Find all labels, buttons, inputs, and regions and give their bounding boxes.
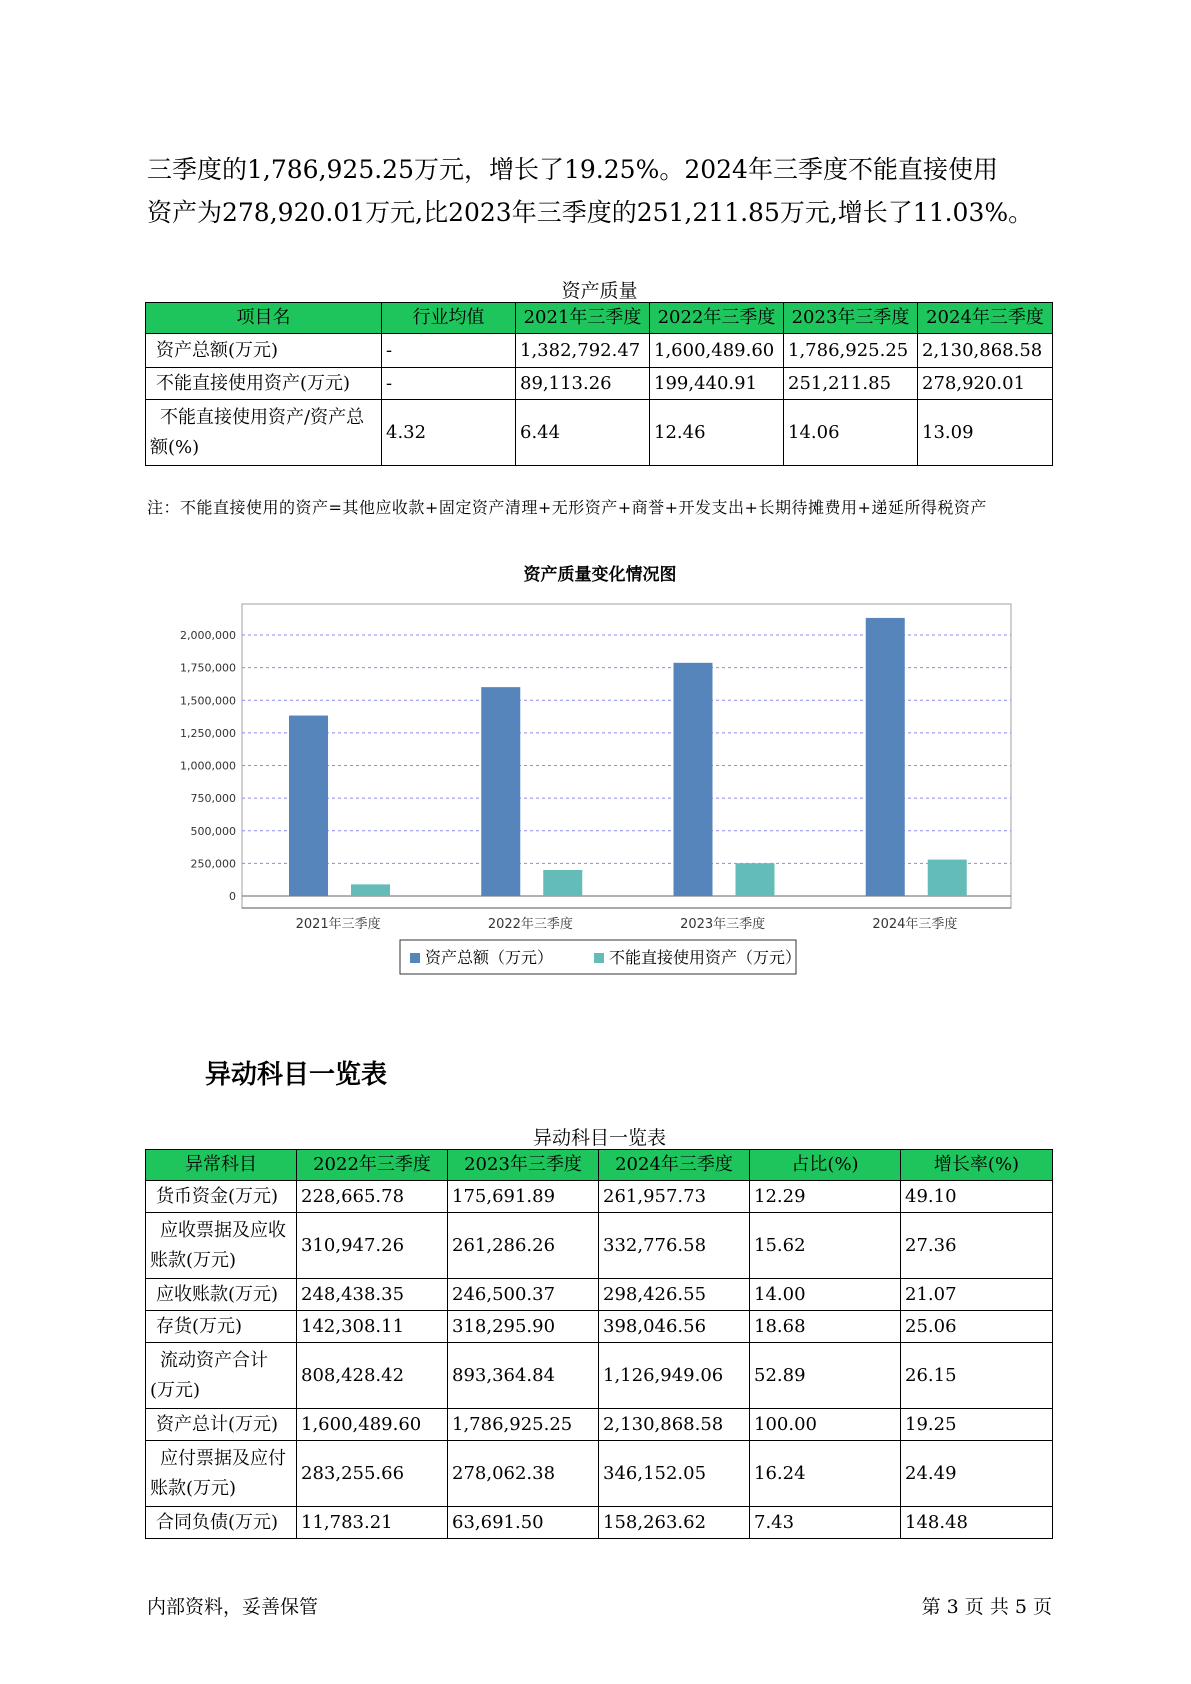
table-row [146,1311,1053,1343]
table-cell: 14.06 [784,400,918,466]
x-tick-label: 2023年三季度 [680,917,766,932]
table-cell: 246,500.37 [448,1279,599,1311]
table-cell: 1,382,792.47 [516,334,650,368]
asset-quality-chart [150,565,1030,1060]
table-cell: 12.46 [650,400,784,466]
table-cell: 199,440.91 [650,368,784,400]
table-cell: 228,665.78 [297,1181,448,1213]
table-cell: 27.36 [901,1213,1053,1279]
header-cell: 项目名 [146,303,382,334]
row-label: 货币资金(万元) [146,1181,297,1213]
table-cell: 25.06 [901,1311,1053,1343]
bar-unusable-assets [736,863,775,896]
y-axis-ticks [180,629,236,903]
header-cell: 2022年三季度 [297,1150,448,1181]
table-cell: 2,130,868.58 [918,334,1053,368]
table-cell: 18.68 [750,1311,901,1343]
y-tick-label: 750,000 [190,792,236,806]
legend-label-unusable: 不能直接使用资产（万元） [609,948,802,967]
table-cell: 346,152.05 [599,1441,750,1507]
table-cell: 11,783.21 [297,1507,448,1539]
y-tick-label: 250,000 [190,857,236,871]
table-cell: 1,600,489.60 [297,1409,448,1441]
asset-quality-table [145,302,1053,466]
header-cell: 2024年三季度 [599,1150,750,1181]
header-cell: 2023年三季度 [784,303,918,334]
footnote: 注：不能直接使用的资产=其他应收款+固定资产清理+无形资产+商誉+开发支出+长期待摊费用+递延所得税资产 [147,498,987,517]
table-cell: 318,295.90 [448,1311,599,1343]
table-cell: 398,046.56 [599,1311,750,1343]
row-label: 应收票据及应收账款(万元) [146,1213,297,1279]
table-cell: 158,263.62 [599,1507,750,1539]
legend-label-total: 资产总额（万元） [425,948,554,967]
table-cell: 2,130,868.58 [599,1409,750,1441]
table-row [146,1409,1053,1441]
chart-title: 资产质量变化情况图 [523,565,677,585]
table-cell: 332,776.58 [599,1213,750,1279]
table-cell: 6.44 [516,400,650,466]
body-paragraph-line-2: 资产为278,920.01万元,比2023年三季度的251,211.85万元,增长了11.03%。 [147,198,1034,227]
table-cell: 251,211.85 [784,368,918,400]
section-title: 异动科目一览表 [205,1060,388,1090]
table-cell: 14.00 [750,1279,901,1311]
table-cell: 1,126,949.06 [599,1343,750,1409]
row-label: 不能直接使用资产/资产总额(%) [146,400,382,466]
table-row [146,1181,1053,1213]
table-cell: 261,957.73 [599,1181,750,1213]
row-label: 资产总计(万元) [146,1409,297,1441]
table-caption-abnormal-items: 异动科目一览表 [532,1127,666,1149]
table-cell: 893,364.84 [448,1343,599,1409]
y-tick-label: 1,750,000 [180,661,236,675]
y-tick-label: 1,250,000 [180,726,236,740]
table-row [146,400,1053,466]
table-row [146,1213,1053,1279]
row-label: 流动资产合计(万元) [146,1343,297,1409]
table-row [146,334,1053,368]
y-tick-label: 0 [229,890,236,903]
row-label: 合同负债(万元) [146,1507,297,1539]
row-label: 资产总额(万元) [146,334,382,368]
bar-unusable-assets [543,870,582,896]
table-cell: 49.10 [901,1181,1053,1213]
bar-unusable-assets [351,884,390,896]
table-cell: 1,786,925.25 [784,334,918,368]
footer-confidential: 内部资料，妥善保管 [147,1596,319,1618]
table-row [146,368,1053,400]
table-cell: 175,691.89 [448,1181,599,1213]
table-cell: 12.29 [750,1181,901,1213]
x-tick-label: 2024年三季度 [872,917,958,932]
header-cell: 增长率(%) [901,1150,1053,1181]
table-cell: 1,600,489.60 [650,334,784,368]
table-cell: 21.07 [901,1279,1053,1311]
header-cell: 2021年三季度 [516,303,650,334]
abnormal-items-table [145,1149,1053,1539]
body-paragraph-line-1: 三季度的1,786,925.25万元，增长了19.25%。2024年三季度不能直接使用 [147,155,998,184]
table-cell: 7.43 [750,1507,901,1539]
table-cell: 142,308.11 [297,1311,448,1343]
table-cell: 24.49 [901,1441,1053,1507]
bar-total-assets [674,663,713,896]
header-cell: 行业均值 [382,303,516,334]
header-cell: 2024年三季度 [918,303,1053,334]
header-cell: 2023年三季度 [448,1150,599,1181]
table-cell: 261,286.26 [448,1213,599,1279]
table-cell: 278,062.38 [448,1441,599,1507]
table-cell: - [382,368,516,400]
table-cell: - [382,334,516,368]
table-cell: 89,113.26 [516,368,650,400]
row-label: 应收账款(万元) [146,1279,297,1311]
x-tick-label: 2022年三季度 [487,917,573,932]
y-tick-label: 1,500,000 [180,694,236,708]
table-cell: 63,691.50 [448,1507,599,1539]
table-row [146,1279,1053,1311]
header-cell: 占比(%) [750,1150,901,1181]
table-cell: 283,255.66 [297,1441,448,1507]
table-caption-asset-quality: 资产质量 [561,280,638,302]
table-cell: 26.15 [901,1343,1053,1409]
table-cell: 310,947.26 [297,1213,448,1279]
x-tick-label: 2021年三季度 [295,917,381,932]
header-cell: 异常科目 [146,1150,297,1181]
table-cell: 4.32 [382,400,516,466]
bar-total-assets [481,687,520,896]
table-cell: 100.00 [750,1409,901,1441]
row-label: 存货(万元) [146,1311,297,1343]
table-cell: 16.24 [750,1441,901,1507]
table-header-row [146,1150,1053,1181]
table-cell: 298,426.55 [599,1279,750,1311]
table-row [146,1507,1053,1539]
legend-swatch-unusable [594,953,604,963]
y-tick-label: 500,000 [190,824,236,838]
table-cell: 148.48 [901,1507,1053,1539]
table-row [146,1441,1053,1507]
table-cell: 808,428.42 [297,1343,448,1409]
header-cell: 2022年三季度 [650,303,784,334]
bar-total-assets [866,618,905,896]
table-row [146,1343,1053,1409]
bar-total-assets [289,716,328,896]
row-label: 不能直接使用资产(万元) [146,368,382,400]
legend [400,940,801,974]
table-cell: 15.62 [750,1213,901,1279]
y-tick-label: 2,000,000 [180,629,236,642]
row-label: 应付票据及应付账款(万元) [146,1441,297,1507]
table-cell: 1,786,925.25 [448,1409,599,1441]
table-header-row [146,303,1053,334]
table-cell: 248,438.35 [297,1279,448,1311]
table-cell: 52.89 [750,1343,901,1409]
table-cell: 13.09 [918,400,1053,466]
legend-swatch-total [410,953,420,963]
table-cell: 278,920.01 [918,368,1053,400]
y-tick-label: 1,000,000 [180,759,236,773]
footer-page-number: 第 3 页 共 5 页 [921,1596,1052,1618]
x-axis-ticks [296,916,958,932]
table-cell: 19.25 [901,1409,1053,1441]
bar-unusable-assets [928,860,967,896]
